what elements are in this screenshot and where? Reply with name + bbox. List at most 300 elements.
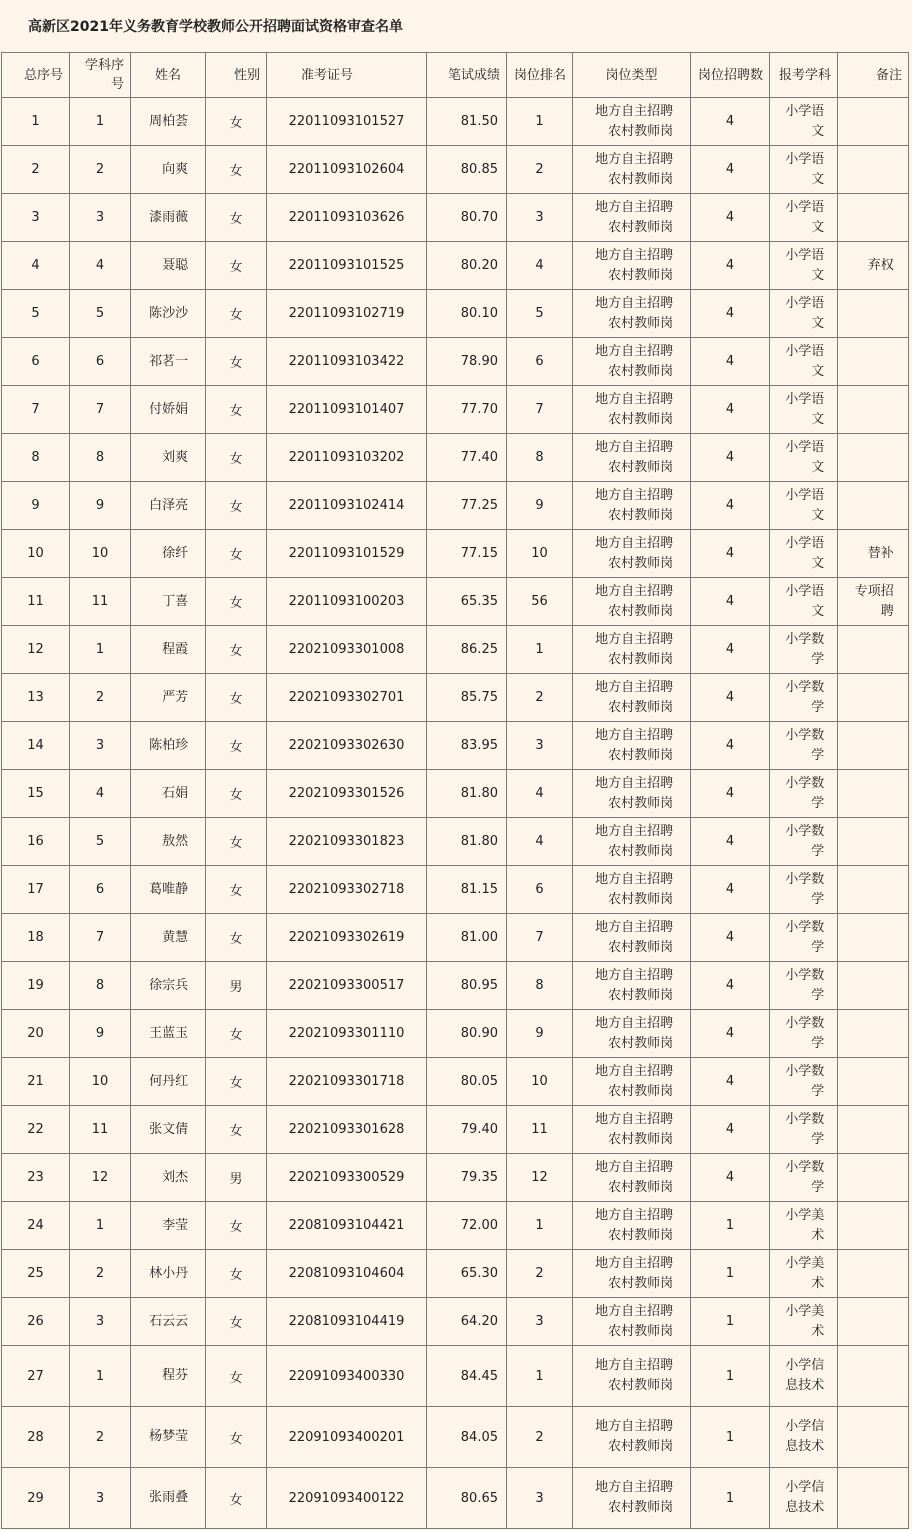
cell-exam-id: 22021093300529 — [267, 1154, 427, 1202]
cell-total-no: 4 — [2, 242, 70, 290]
cell-position-type-text: 地方自主招聘农村教师岗 — [595, 967, 674, 1003]
cell-score: 79.35 — [427, 1154, 507, 1202]
cell-name — [131, 674, 206, 722]
cell-position-type-text: 地方自主招聘农村教师岗 — [595, 1111, 674, 1147]
cell-gender: 女 — [206, 482, 267, 530]
cell-exam-id: 22021093301823 — [267, 818, 427, 866]
cell-quota: 4 — [691, 290, 770, 338]
cell-rank: 11 — [507, 1106, 573, 1154]
cell-note — [838, 530, 909, 578]
cell-name — [131, 1010, 206, 1058]
cell-quota: 4 — [691, 482, 770, 530]
table-row — [2, 1058, 909, 1106]
cell-gender: 男 — [206, 962, 267, 1010]
cell-total-no: 11 — [2, 578, 70, 626]
cell-name — [131, 530, 206, 578]
cell-note — [838, 1250, 909, 1298]
cell-position-type — [573, 338, 691, 386]
cell-subject-no: 3 — [70, 194, 131, 242]
table-row — [2, 818, 909, 866]
cell-exam-id: 22091093400201 — [267, 1407, 427, 1468]
cell-subject-no: 1 — [70, 1346, 131, 1407]
cell-score: 81.50 — [427, 98, 507, 146]
cell-score: 81.80 — [427, 818, 507, 866]
cell-subject-no: 7 — [70, 386, 131, 434]
cell-name — [131, 1298, 206, 1346]
cell-rank: 8 — [507, 962, 573, 1010]
cell-position-type-text: 地方自主招聘农村教师岗 — [595, 1207, 674, 1243]
cell-exam-id: 22011093102604 — [267, 146, 427, 194]
cell-name-text: 聂聪 — [162, 257, 189, 273]
cell-subject-text: 小学语文 — [785, 247, 825, 283]
cell-subject-no: 7 — [70, 914, 131, 962]
cell-subject — [770, 674, 838, 722]
cell-name — [131, 1202, 206, 1250]
cell-name-text: 付娇娟 — [149, 401, 189, 417]
table-row — [2, 194, 909, 242]
cell-subject-no: 10 — [70, 530, 131, 578]
cell-position-type-text: 地方自主招聘农村教师岗 — [595, 1358, 674, 1393]
cell-position-type-text: 地方自主招聘农村教师岗 — [595, 343, 674, 379]
cell-name-text: 向爽 — [162, 161, 189, 177]
cell-gender: 女 — [206, 1346, 267, 1407]
cell-subject-no: 6 — [70, 866, 131, 914]
cell-exam-id: 22081093104419 — [267, 1298, 427, 1346]
cell-subject — [770, 146, 838, 194]
cell-total-no: 7 — [2, 386, 70, 434]
cell-note — [838, 1106, 909, 1154]
cell-position-type — [573, 386, 691, 434]
cell-score: 72.00 — [427, 1202, 507, 1250]
cell-note — [838, 962, 909, 1010]
cell-position-type — [573, 1346, 691, 1407]
cell-name — [131, 146, 206, 194]
cell-exam-id: 22011093100203 — [267, 578, 427, 626]
cell-note — [838, 1407, 909, 1468]
cell-note — [838, 674, 909, 722]
cell-quota: 4 — [691, 866, 770, 914]
cell-gender: 女 — [206, 1298, 267, 1346]
cell-name-text: 石云云 — [149, 1313, 189, 1329]
cell-exam-id: 22021093302701 — [267, 674, 427, 722]
cell-subject — [770, 98, 838, 146]
cell-subject-no: 5 — [70, 290, 131, 338]
cell-total-no: 12 — [2, 626, 70, 674]
cell-note-text: 弃权 — [867, 257, 894, 273]
cell-note-text: 专项招聘 — [854, 583, 894, 619]
cell-gender: 女 — [206, 146, 267, 194]
cell-subject-text: 小学语文 — [785, 439, 825, 475]
cell-subject — [770, 530, 838, 578]
cell-name-text: 张文倩 — [149, 1121, 189, 1137]
cell-exam-id: 22091093400330 — [267, 1346, 427, 1407]
cell-name-text: 葛唯静 — [149, 881, 189, 897]
header-subject: 报考学科 — [770, 53, 838, 98]
cell-name — [131, 818, 206, 866]
cell-rank: 10 — [507, 1058, 573, 1106]
cell-quota: 1 — [691, 1468, 770, 1529]
table-row — [2, 1010, 909, 1058]
cell-name-text: 白泽亮 — [149, 497, 189, 513]
cell-total-no: 25 — [2, 1250, 70, 1298]
cell-note — [838, 98, 909, 146]
cell-score: 84.45 — [427, 1346, 507, 1407]
cell-position-type-text: 地方自主招聘农村教师岗 — [595, 535, 674, 571]
cell-score: 80.10 — [427, 290, 507, 338]
cell-gender: 女 — [206, 674, 267, 722]
cell-score: 84.05 — [427, 1407, 507, 1468]
cell-name-text: 王蓝玉 — [149, 1025, 189, 1041]
cell-gender: 女 — [206, 194, 267, 242]
cell-score: 77.70 — [427, 386, 507, 434]
cell-gender: 女 — [206, 1250, 267, 1298]
cell-rank: 4 — [507, 818, 573, 866]
cell-name — [131, 578, 206, 626]
table-row — [2, 914, 909, 962]
cell-subject-text: 小学语文 — [785, 151, 825, 187]
cell-quota: 4 — [691, 914, 770, 962]
cell-gender: 女 — [206, 722, 267, 770]
cell-name-text: 黄慧 — [162, 929, 189, 945]
cell-score: 79.40 — [427, 1106, 507, 1154]
cell-position-type-text: 地方自主招聘农村教师岗 — [595, 775, 674, 811]
cell-quota: 4 — [691, 578, 770, 626]
cell-total-no: 3 — [2, 194, 70, 242]
cell-rank: 7 — [507, 914, 573, 962]
cell-total-no: 1 — [2, 98, 70, 146]
cell-position-type — [573, 530, 691, 578]
table-row — [2, 770, 909, 818]
table-row — [2, 482, 909, 530]
header-rank: 岗位排名 — [507, 53, 573, 98]
cell-quota: 4 — [691, 530, 770, 578]
cell-total-no: 13 — [2, 674, 70, 722]
cell-quota: 1 — [691, 1250, 770, 1298]
cell-subject-no: 11 — [70, 578, 131, 626]
cell-gender: 女 — [206, 290, 267, 338]
cell-position-type — [573, 1106, 691, 1154]
cell-position-type-text: 地方自主招聘农村教师岗 — [595, 823, 674, 859]
table-row — [2, 338, 909, 386]
cell-note — [838, 770, 909, 818]
cell-position-type-text: 地方自主招聘农村教师岗 — [595, 295, 674, 331]
cell-position-type — [573, 1407, 691, 1468]
cell-total-no: 27 — [2, 1346, 70, 1407]
cell-subject — [770, 818, 838, 866]
cell-position-type-text: 地方自主招聘农村教师岗 — [595, 1419, 674, 1454]
cell-position-type-text: 地方自主招聘农村教师岗 — [595, 1015, 674, 1051]
cell-position-type — [573, 1298, 691, 1346]
cell-total-no: 23 — [2, 1154, 70, 1202]
cell-name — [131, 98, 206, 146]
cell-rank: 10 — [507, 530, 573, 578]
cell-total-no: 21 — [2, 1058, 70, 1106]
cell-subject-text: 小学数学 — [785, 679, 825, 715]
cell-name-text: 李莹 — [162, 1217, 189, 1233]
cell-name-text: 徐纤 — [162, 545, 189, 561]
cell-quota: 4 — [691, 146, 770, 194]
cell-rank: 2 — [507, 146, 573, 194]
cell-subject-no: 12 — [70, 1154, 131, 1202]
header-quota: 岗位招聘数 — [691, 53, 770, 98]
cell-position-type-text: 地方自主招聘农村教师岗 — [595, 919, 674, 955]
cell-position-type-text: 地方自主招聘农村教师岗 — [595, 151, 674, 187]
cell-rank: 9 — [507, 482, 573, 530]
cell-score: 85.75 — [427, 674, 507, 722]
cell-total-no: 9 — [2, 482, 70, 530]
cell-subject-text: 小学数学 — [785, 871, 825, 907]
cell-exam-id: 22081093104421 — [267, 1202, 427, 1250]
cell-subject — [770, 1346, 838, 1407]
cell-subject-text: 小学数学 — [785, 775, 825, 811]
cell-quota: 4 — [691, 674, 770, 722]
cell-subject — [770, 1407, 838, 1468]
cell-quota: 4 — [691, 770, 770, 818]
cell-position-type-text: 地方自主招聘农村教师岗 — [595, 487, 674, 523]
table-row — [2, 434, 909, 482]
cell-gender: 女 — [206, 626, 267, 674]
cell-subject — [770, 290, 838, 338]
cell-rank: 6 — [507, 338, 573, 386]
cell-subject-no: 2 — [70, 1250, 131, 1298]
header-row — [2, 53, 909, 98]
cell-subject-text: 小学美术 — [785, 1255, 825, 1291]
cell-name-text: 周柏荟 — [149, 113, 189, 129]
cell-subject-no: 10 — [70, 1058, 131, 1106]
cell-note — [838, 1058, 909, 1106]
cell-position-type-text: 地方自主招聘农村教师岗 — [595, 1159, 674, 1195]
cell-quota: 4 — [691, 338, 770, 386]
cell-position-type — [573, 1468, 691, 1529]
cell-subject-text: 小学数学 — [785, 1063, 825, 1099]
cell-rank: 6 — [507, 866, 573, 914]
cell-subject-no: 1 — [70, 626, 131, 674]
cell-subject-text: 小学语文 — [785, 343, 825, 379]
cell-subject-text: 小学数学 — [785, 1159, 825, 1195]
cell-quota: 1 — [691, 1346, 770, 1407]
cell-position-type-text: 地方自主招聘农村教师岗 — [595, 871, 674, 907]
cell-rank: 3 — [507, 1468, 573, 1529]
cell-subject-text: 小学数学 — [785, 967, 825, 1003]
cell-subject-text: 小学信息技术 — [785, 1480, 825, 1515]
cell-name — [131, 434, 206, 482]
table-row — [2, 1154, 909, 1202]
cell-score: 80.85 — [427, 146, 507, 194]
cell-name — [131, 1058, 206, 1106]
table-row — [2, 290, 909, 338]
table-row — [2, 1346, 909, 1407]
cell-score: 80.65 — [427, 1468, 507, 1529]
cell-subject-no: 4 — [70, 242, 131, 290]
header-note: 备注 — [838, 53, 909, 98]
cell-subject — [770, 722, 838, 770]
cell-subject-no: 3 — [70, 1298, 131, 1346]
cell-position-type — [573, 482, 691, 530]
cell-score: 80.05 — [427, 1058, 507, 1106]
cell-exam-id: 22021093301526 — [267, 770, 427, 818]
cell-name-text: 漆雨薇 — [149, 209, 189, 225]
cell-position-type — [573, 962, 691, 1010]
cell-position-type-text: 地方自主招聘农村教师岗 — [595, 103, 674, 139]
cell-name-text: 石娟 — [162, 785, 189, 801]
cell-score: 78.90 — [427, 338, 507, 386]
table-row — [2, 626, 909, 674]
cell-position-type — [573, 98, 691, 146]
cell-position-type-text: 地方自主招聘农村教师岗 — [595, 391, 674, 427]
cell-rank: 2 — [507, 1407, 573, 1468]
cell-subject — [770, 1154, 838, 1202]
page-title: 高新区2021年义务教育学校教师公开招聘面试资格审查名单 — [28, 19, 403, 35]
cell-quota: 1 — [691, 1298, 770, 1346]
cell-total-no: 22 — [2, 1106, 70, 1154]
cell-quota: 1 — [691, 1407, 770, 1468]
cell-score: 80.90 — [427, 1010, 507, 1058]
table-row — [2, 386, 909, 434]
cell-note — [838, 722, 909, 770]
cell-exam-id: 22091093400122 — [267, 1468, 427, 1529]
table-row — [2, 1202, 909, 1250]
cell-note — [838, 866, 909, 914]
cell-note — [838, 818, 909, 866]
cell-quota: 4 — [691, 962, 770, 1010]
cell-position-type — [573, 434, 691, 482]
cell-position-type — [573, 1250, 691, 1298]
cell-gender: 女 — [206, 530, 267, 578]
cell-note — [838, 338, 909, 386]
cell-total-no: 26 — [2, 1298, 70, 1346]
cell-score: 83.95 — [427, 722, 507, 770]
cell-name — [131, 338, 206, 386]
cell-rank: 1 — [507, 626, 573, 674]
cell-subject-text: 小学数学 — [785, 727, 825, 763]
cell-exam-id: 22011093103202 — [267, 434, 427, 482]
cell-name — [131, 1250, 206, 1298]
cell-note — [838, 290, 909, 338]
cell-score: 77.40 — [427, 434, 507, 482]
cell-note — [838, 434, 909, 482]
cell-position-type — [573, 674, 691, 722]
cell-quota: 4 — [691, 1010, 770, 1058]
cell-note — [838, 1298, 909, 1346]
cell-subject — [770, 1468, 838, 1529]
cell-name — [131, 626, 206, 674]
cell-rank: 1 — [507, 1346, 573, 1407]
cell-total-no: 19 — [2, 962, 70, 1010]
cell-subject — [770, 1106, 838, 1154]
cell-rank: 1 — [507, 98, 573, 146]
cell-note-text: 替补 — [867, 545, 894, 561]
cell-subject-no: 1 — [70, 1202, 131, 1250]
cell-rank: 1 — [507, 1202, 573, 1250]
cell-subject — [770, 242, 838, 290]
cell-gender: 女 — [206, 1058, 267, 1106]
cell-gender: 女 — [206, 98, 267, 146]
cell-exam-id: 22021093301110 — [267, 1010, 427, 1058]
table-row — [2, 1468, 909, 1529]
cell-name — [131, 482, 206, 530]
cell-position-type — [573, 626, 691, 674]
cell-quota: 4 — [691, 194, 770, 242]
cell-rank: 4 — [507, 770, 573, 818]
cell-name-text: 刘杰 — [162, 1169, 189, 1185]
cell-gender: 女 — [206, 1010, 267, 1058]
cell-exam-id: 22011093101529 — [267, 530, 427, 578]
cell-position-type-text: 地方自主招聘农村教师岗 — [595, 631, 674, 667]
cell-name-text: 程霞 — [162, 641, 189, 657]
cell-name-text: 敖然 — [162, 833, 189, 849]
header-gender: 性别 — [206, 53, 267, 98]
cell-total-no: 10 — [2, 530, 70, 578]
cell-exam-id: 22021093302718 — [267, 866, 427, 914]
cell-rank: 8 — [507, 434, 573, 482]
cell-gender: 女 — [206, 578, 267, 626]
cell-name — [131, 962, 206, 1010]
cell-name — [131, 290, 206, 338]
cell-gender: 女 — [206, 1106, 267, 1154]
cell-total-no: 29 — [2, 1468, 70, 1529]
cell-exam-id: 22011093103422 — [267, 338, 427, 386]
cell-subject-no: 1 — [70, 98, 131, 146]
cell-score: 80.70 — [427, 194, 507, 242]
cell-exam-id: 22021093302630 — [267, 722, 427, 770]
cell-gender: 女 — [206, 338, 267, 386]
cell-position-type — [573, 1058, 691, 1106]
cell-position-type-text: 地方自主招聘农村教师岗 — [595, 1063, 674, 1099]
cell-subject — [770, 866, 838, 914]
cell-quota: 4 — [691, 1106, 770, 1154]
cell-note — [838, 578, 909, 626]
cell-total-no: 15 — [2, 770, 70, 818]
cell-subject-no: 4 — [70, 770, 131, 818]
cell-name — [131, 1346, 206, 1407]
cell-subject-no: 9 — [70, 1010, 131, 1058]
cell-score: 81.80 — [427, 770, 507, 818]
cell-subject — [770, 482, 838, 530]
cell-position-type — [573, 914, 691, 962]
cell-name — [131, 914, 206, 962]
cell-name-text: 林小丹 — [149, 1265, 189, 1281]
cell-position-type-text: 地方自主招聘农村教师岗 — [595, 1255, 674, 1291]
cell-position-type — [573, 290, 691, 338]
cell-name-text: 陈柏珍 — [149, 737, 189, 753]
cell-gender: 女 — [206, 866, 267, 914]
cell-subject-no: 3 — [70, 722, 131, 770]
table-row — [2, 1407, 909, 1468]
cell-subject-text: 小学美术 — [785, 1303, 825, 1339]
cell-note — [838, 1154, 909, 1202]
cell-name-text: 张雨叠 — [149, 1490, 189, 1505]
cell-subject-text: 小学数学 — [785, 1111, 825, 1147]
cell-note — [838, 626, 909, 674]
cell-name — [131, 1106, 206, 1154]
cell-name — [131, 242, 206, 290]
cell-gender: 女 — [206, 242, 267, 290]
cell-subject-no: 2 — [70, 146, 131, 194]
cell-gender: 女 — [206, 386, 267, 434]
cell-position-type-text: 地方自主招聘农村教师岗 — [595, 439, 674, 475]
table-row — [2, 674, 909, 722]
cell-score: 77.25 — [427, 482, 507, 530]
cell-exam-id: 22021093301718 — [267, 1058, 427, 1106]
cell-note — [838, 1202, 909, 1250]
cell-name-text: 祁茗一 — [149, 353, 189, 369]
cell-subject-text: 小学数学 — [785, 1015, 825, 1051]
cell-subject-text: 小学语文 — [785, 487, 825, 523]
cell-subject-text: 小学数学 — [785, 919, 825, 955]
cell-rank: 2 — [507, 1250, 573, 1298]
cell-subject — [770, 386, 838, 434]
cell-position-type — [573, 146, 691, 194]
